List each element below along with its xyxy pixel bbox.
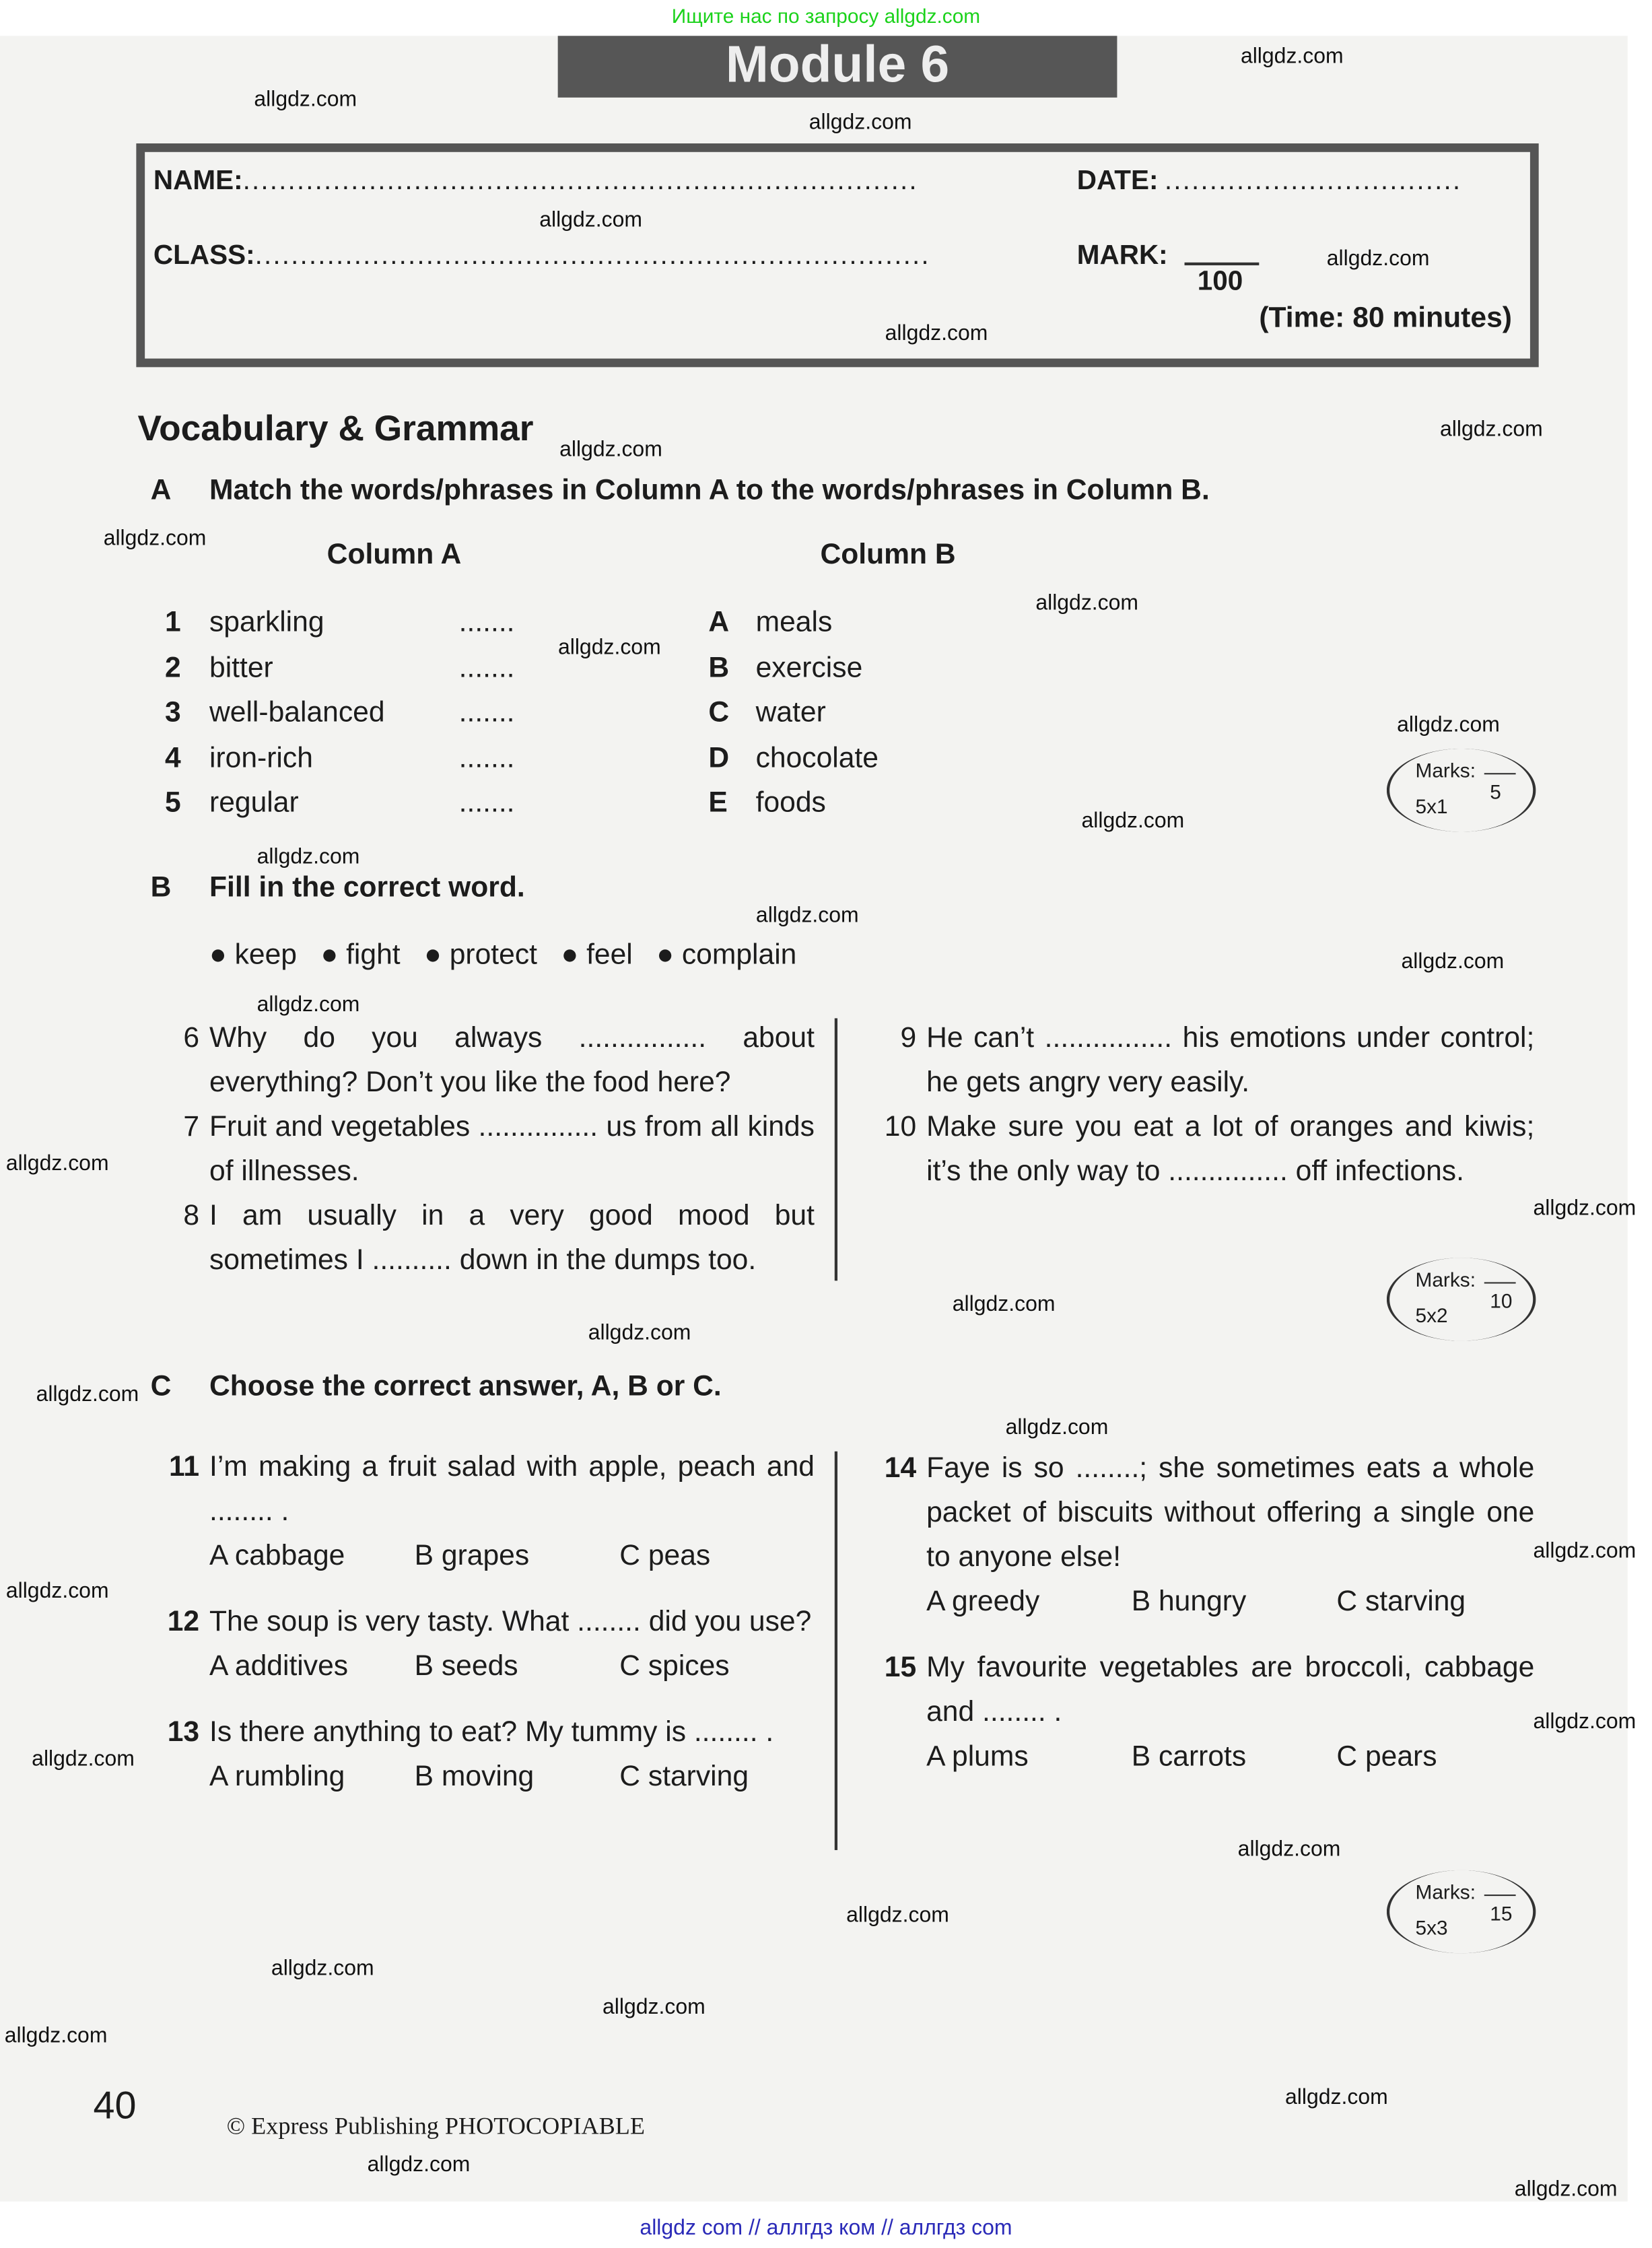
column-divider	[835, 1018, 837, 1281]
column-a-item: iron-rich	[209, 742, 313, 774]
watermark: allgdz.com	[539, 207, 643, 233]
exercise-c-left-column	[167, 1445, 815, 1800]
watermark: allgdz.com	[1237, 1837, 1341, 1862]
answer-options	[209, 1534, 815, 1579]
watermark: allgdz.com	[557, 635, 661, 660]
column-b-heading: Column B	[820, 539, 956, 571]
column-b-item: foods	[755, 787, 826, 819]
bullet: ●	[320, 939, 347, 972]
question-number: 12	[167, 1606, 200, 1638]
option[interactable]: B seeds	[414, 1650, 518, 1682]
question-14	[884, 1447, 1535, 1625]
option[interactable]: A plums	[926, 1741, 1029, 1773]
column-a-item: sparkling	[209, 607, 324, 638]
watermark: allgdz.com	[1533, 1538, 1637, 1563]
word-bank-item: feel	[586, 939, 633, 972]
column-b-letter: D	[708, 742, 730, 774]
column-a-item: bitter	[209, 652, 273, 684]
section-title: Vocabulary & Grammar	[137, 409, 534, 449]
date-field[interactable]	[1077, 166, 1516, 198]
watermark: allgdz.com	[271, 1956, 374, 1981]
watermark: allgdz.com	[254, 87, 357, 112]
question-10	[884, 1105, 1535, 1194]
question-11	[169, 1445, 815, 1579]
question-text: Make sure you eat a lot of oranges and kiwis; it’s the only way to ............... off infections.	[926, 1111, 1535, 1188]
bullet: ●	[424, 939, 450, 972]
watermark: allgdz.com	[1533, 1709, 1637, 1734]
marks-calc: 5x2	[1415, 1303, 1448, 1327]
watermark: allgdz.com	[885, 321, 988, 346]
marks-box-c	[1387, 1870, 1536, 1954]
item-number: 5	[164, 787, 181, 819]
question-number: 15	[884, 1651, 917, 1684]
question-text: Why do you always ................ about everything? Don’t you like the food here?	[209, 1022, 815, 1099]
class-label: CLASS:	[153, 240, 255, 271]
marks-label: Marks:	[1415, 1268, 1476, 1291]
item-number: 2	[164, 652, 181, 684]
name-label: NAME:	[153, 166, 243, 197]
bottom-banner[interactable]: allgdz com // аллгдз ком // аллгдз com	[640, 2216, 1012, 2241]
bullet: ●	[209, 939, 235, 972]
word-bank-item: complain	[681, 939, 797, 972]
column-b-item: chocolate	[755, 742, 879, 774]
date-label: DATE:	[1076, 166, 1159, 197]
question-text: I am usually in a very good mood but sometimes I .......... down in the dumps too.	[209, 1200, 815, 1276]
option[interactable]: C spices	[619, 1650, 730, 1682]
column-a-item: regular	[209, 787, 299, 819]
mark-label: MARK:	[1076, 240, 1168, 271]
option[interactable]: C pears	[1336, 1741, 1437, 1773]
option[interactable]: C peas	[619, 1540, 711, 1572]
name-field[interactable]	[153, 166, 1025, 198]
column-b-letter: E	[708, 787, 728, 819]
option[interactable]: C starving	[1336, 1586, 1466, 1618]
exercise-b-letter: B	[150, 872, 172, 904]
word-bank-item: protect	[449, 939, 537, 972]
question-text: He can’t ................ his emotions under control; he gets angry very easily.	[926, 1022, 1535, 1099]
watermark: allgdz.com	[36, 1382, 139, 1407]
watermark: allgdz.com	[1284, 2085, 1388, 2110]
option[interactable]: A greedy	[926, 1586, 1040, 1618]
exercise-b-left-column	[183, 1017, 815, 1283]
watermark: allgdz.com	[1440, 417, 1543, 442]
watermark: allgdz.com	[4, 2023, 108, 2048]
answer-blank: .......	[458, 787, 515, 819]
exercise-b-instruction: Fill in the correct word.	[209, 872, 525, 904]
item-number: 1	[164, 607, 181, 638]
column-divider	[835, 1452, 837, 1850]
module-title: Module 6	[558, 36, 1117, 98]
answer-options	[209, 1645, 815, 1689]
question-text: The soup is very tasty. What ........ did you use?	[209, 1606, 812, 1638]
question-number: 13	[167, 1716, 200, 1748]
question-number: 11	[169, 1451, 200, 1483]
question-number: 7	[183, 1111, 200, 1143]
answer-blank: .......	[458, 697, 515, 729]
marks-total: 15	[1490, 1901, 1513, 1925]
answer-options	[209, 1755, 815, 1800]
watermark: allgdz.com	[952, 1292, 1056, 1317]
name-dots: ...........................................................................	[242, 166, 918, 197]
column-b-item: exercise	[755, 652, 863, 684]
question-15	[884, 1646, 1535, 1779]
word-bank-item: keep	[234, 939, 297, 972]
word-bank	[209, 939, 796, 972]
question-number: 8	[183, 1200, 200, 1232]
marks-calc: 5x3	[1415, 1915, 1448, 1940]
option[interactable]: B carrots	[1131, 1741, 1247, 1773]
option[interactable]: B grapes	[414, 1540, 530, 1572]
bullet: ●	[561, 939, 587, 972]
watermark: allgdz.com	[256, 844, 360, 869]
watermark: allgdz.com	[588, 1320, 691, 1346]
exercise-c-letter: C	[150, 1371, 172, 1403]
watermark: allgdz.com	[846, 1903, 949, 1928]
answer-blank: .......	[458, 652, 515, 684]
question-number: 6	[183, 1022, 200, 1054]
watermark: allgdz.com	[1035, 590, 1139, 615]
option[interactable]: B hungry	[1131, 1586, 1247, 1618]
question-text: My favourite vegetables are broccoli, cabbage and ........ .	[926, 1651, 1535, 1728]
watermark: allgdz.com	[559, 437, 662, 462]
bullet: ●	[656, 939, 682, 972]
word-bank-item: fight	[346, 939, 401, 972]
option[interactable]: A rumbling	[209, 1761, 345, 1793]
column-b-letter: A	[708, 607, 730, 638]
marks-total: 10	[1490, 1289, 1513, 1313]
question-9	[900, 1017, 1535, 1105]
item-number: 4	[164, 742, 181, 774]
option[interactable]: B moving	[414, 1761, 535, 1793]
watermark: allgdz.com	[1533, 1196, 1637, 1221]
column-b-letter: C	[708, 697, 730, 729]
marks-box-b	[1387, 1258, 1536, 1341]
question-text: Is there anything to eat? My tummy is ........ .	[209, 1716, 774, 1748]
answer-blank: .......	[458, 742, 515, 774]
column-b-letter: B	[708, 652, 730, 684]
marks-box-a	[1387, 749, 1536, 832]
watermark: allgdz.com	[1005, 1415, 1109, 1440]
top-banner[interactable]: Ищите нас по запросу allgdz.com	[671, 4, 981, 28]
column-b-item: meals	[755, 607, 833, 638]
option[interactable]: A additives	[209, 1650, 349, 1682]
mark-line	[1185, 263, 1260, 265]
class-dots: ...........................................................................	[254, 240, 930, 271]
watermark: allgdz.com	[1081, 809, 1185, 833]
question-7	[183, 1105, 815, 1194]
watermark: allgdz.com	[1514, 2177, 1618, 2202]
column-b-item: water	[755, 697, 826, 729]
question-text: I’m making a fruit salad with apple, peach and ........ .	[209, 1451, 815, 1528]
exercise-a-instruction: Match the words/phrases in Column A to the words/phrases in Column B.	[209, 475, 1210, 506]
watermark: allgdz.com	[5, 1579, 109, 1604]
time-limit: (Time: 80 minutes)	[1259, 302, 1512, 335]
date-dots: .................................	[1164, 166, 1462, 197]
question-13	[167, 1711, 815, 1800]
option[interactable]: A cabbage	[209, 1540, 345, 1572]
question-number: 10	[884, 1111, 917, 1143]
question-12	[167, 1600, 815, 1689]
watermark: allgdz.com	[1397, 712, 1500, 737]
watermark: allgdz.com	[755, 904, 859, 928]
question-text: Fruit and vegetables ............... us from all kinds of illnesses.	[209, 1111, 815, 1188]
question-text: Faye is so ........; she sometimes eats a whole packet of biscuits without offering a single one to anyone else!	[926, 1452, 1535, 1573]
marks-total: 5	[1490, 780, 1501, 803]
watermark: allgdz.com	[1326, 246, 1430, 271]
watermark: allgdz.com	[256, 992, 360, 1017]
watermark: allgdz.com	[603, 1995, 705, 2020]
question-number: 14	[884, 1452, 917, 1485]
page-number: 40	[93, 2084, 137, 2127]
option[interactable]: C starving	[619, 1761, 749, 1793]
question-number: 9	[900, 1022, 917, 1054]
watermark: allgdz.com	[1401, 949, 1505, 974]
exercise-c-instruction: Choose the correct answer, A, B or C.	[209, 1371, 722, 1403]
footer-copyright: © Express Publishing PHOTOCOPIABLE	[226, 2112, 645, 2140]
answer-options	[926, 1580, 1534, 1625]
answer-blank: .......	[458, 607, 515, 638]
exercise-b-right-column	[884, 1017, 1535, 1194]
marks-calc: 5x1	[1415, 794, 1448, 818]
item-number: 3	[164, 697, 181, 729]
watermark: allgdz.com	[103, 526, 207, 551]
watermark: allgdz.com	[32, 1746, 135, 1771]
exercise-a-letter: A	[150, 475, 172, 506]
question-8	[183, 1194, 815, 1283]
watermark: allgdz.com	[808, 110, 912, 135]
mark-total: 100	[1197, 267, 1243, 297]
answer-options	[926, 1736, 1534, 1780]
class-field[interactable]	[153, 241, 1029, 273]
exercise-c-right-column	[884, 1447, 1535, 1779]
marks-label: Marks:	[1415, 1880, 1476, 1903]
watermark: allgdz.com	[5, 1151, 109, 1176]
watermark: allgdz.com	[367, 2152, 471, 2177]
marks-label: Marks:	[1415, 758, 1476, 782]
column-a-item: well-balanced	[209, 697, 385, 729]
question-6	[183, 1017, 815, 1105]
watermark: allgdz.com	[1240, 44, 1344, 69]
column-a-heading: Column A	[326, 539, 462, 571]
